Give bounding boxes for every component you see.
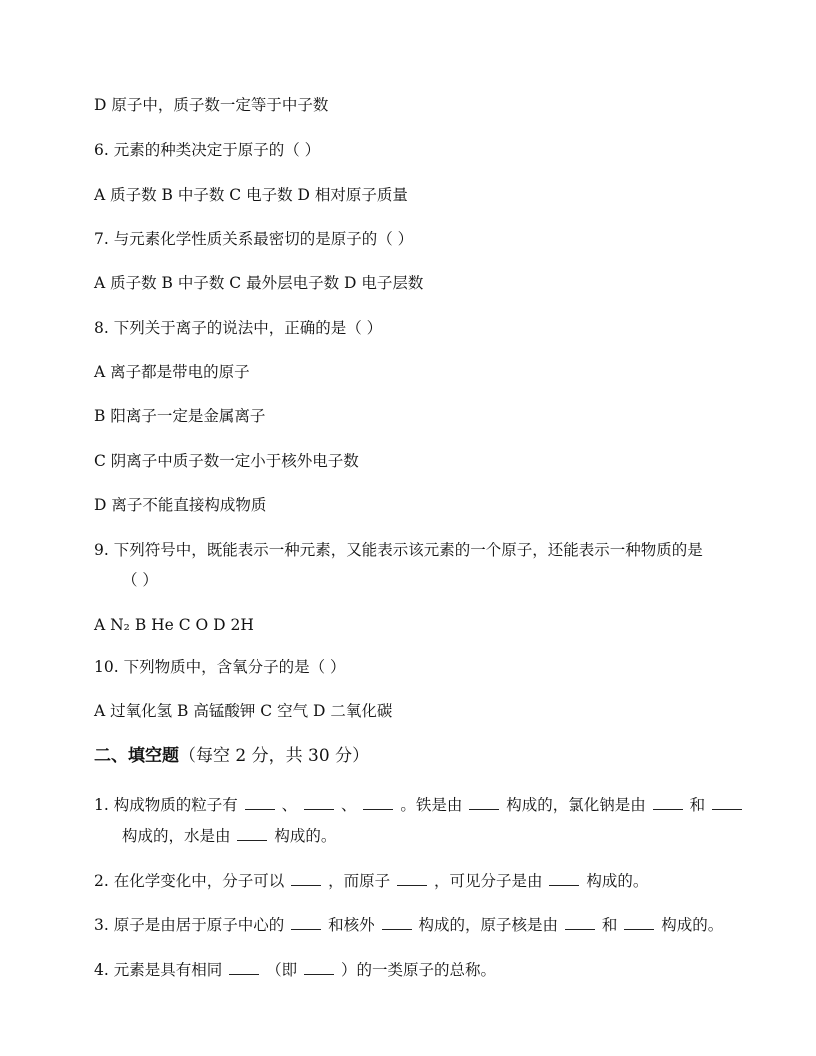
answer-blank[interactable] bbox=[712, 795, 742, 810]
q8-option-c: C 阴离子中质子数一定小于核外电子数 bbox=[94, 452, 359, 470]
answer-blank[interactable] bbox=[624, 915, 654, 930]
fill-1-text: 和 bbox=[689, 796, 706, 814]
q8-option-b: B 阳离子一定是金属离子 bbox=[94, 407, 266, 425]
answer-blank[interactable] bbox=[304, 960, 334, 975]
fill-3-text: 构成的，原子核是由 bbox=[418, 916, 558, 934]
fill-1-text: 1. 构成物质的粒子有 bbox=[94, 796, 238, 814]
q7-options: A 质子数 B 中子数 C 最外层电子数 D 电子层数 bbox=[94, 274, 424, 292]
fill-4-text: （即 bbox=[266, 961, 298, 979]
q10-options: A 过氧化氢 B 高锰酸钾 C 空气 D 二氧化碳 bbox=[94, 702, 393, 720]
q9-stem-line1: 9. 下列符号中，既能表示一种元素，又能表示该元素的一个原子，还能表示一种物质的是 bbox=[94, 541, 703, 559]
answer-blank[interactable] bbox=[565, 915, 595, 930]
answer-blank[interactable] bbox=[291, 871, 321, 886]
answer-blank[interactable] bbox=[304, 795, 334, 810]
fill-2-text: ，而原子 bbox=[328, 872, 391, 890]
fill-3-text: 和 bbox=[601, 916, 618, 934]
q9-options: A N₂ B He C O D 2H bbox=[94, 616, 254, 634]
answer-blank[interactable] bbox=[237, 826, 267, 841]
fill-4-text: ）的一类原子的总称。 bbox=[340, 961, 496, 979]
q10-stem: 10. 下列物质中，含氧分子的是（ ） bbox=[94, 658, 346, 676]
section-note: （每空 2 分，共 30 分） bbox=[179, 746, 370, 766]
fill-1-text: 构成的，氯化钠是由 bbox=[506, 796, 646, 814]
fill-2 bbox=[94, 871, 648, 891]
answer-blank[interactable] bbox=[549, 871, 579, 886]
fill-1-text: 、 bbox=[281, 796, 298, 814]
answer-blank[interactable] bbox=[382, 915, 412, 930]
answer-blank[interactable] bbox=[291, 915, 321, 930]
fill-2-text: 2. 在化学变化中，分子可以 bbox=[94, 872, 285, 890]
fill-3-text: 和核外 bbox=[328, 916, 375, 934]
q7-stem: 7. 与元素化学性质关系最密切的是原子的（ ） bbox=[94, 230, 414, 248]
fill-2-text: 构成的。 bbox=[586, 872, 649, 890]
fill-4-text: 4. 元素是具有相同 bbox=[94, 961, 223, 979]
q6-options: A 质子数 B 中子数 C 电子数 D 相对原子质量 bbox=[94, 186, 408, 204]
fill-1-line2 bbox=[122, 826, 336, 846]
q8-option-d: D 离子不能直接构成物质 bbox=[94, 496, 267, 514]
fill-3-text: 3. 原子是由居于原子中心的 bbox=[94, 916, 285, 934]
section-heading bbox=[94, 746, 369, 766]
fill-3 bbox=[94, 915, 723, 935]
q8-stem: 8. 下列关于离子的说法中，正确的是（ ） bbox=[94, 319, 383, 337]
fill-1-text: 构成的，水是由 bbox=[122, 827, 231, 845]
q6-stem: 6. 元素的种类决定于原子的（ ） bbox=[94, 141, 321, 159]
fill-4 bbox=[94, 960, 496, 980]
q5-option-d: D 原子中，质子数一定等于中子数 bbox=[94, 96, 329, 114]
answer-blank[interactable] bbox=[363, 795, 393, 810]
section-title: 二、填空题 bbox=[94, 746, 179, 766]
answer-blank[interactable] bbox=[245, 795, 275, 810]
q8-option-a: A 离子都是带电的原子 bbox=[94, 363, 250, 381]
answer-blank[interactable] bbox=[397, 871, 427, 886]
fill-3-text: 构成的。 bbox=[661, 916, 724, 934]
answer-blank[interactable] bbox=[469, 795, 499, 810]
fill-1-text: 。铁是由 bbox=[400, 796, 463, 814]
answer-blank[interactable] bbox=[653, 795, 683, 810]
answer-blank[interactable] bbox=[229, 960, 259, 975]
fill-2-text: ，可见分子是由 bbox=[433, 872, 543, 890]
fill-1-line1 bbox=[94, 795, 744, 815]
q9-stem-line2: （ ） bbox=[122, 571, 158, 589]
fill-1-text: 构成的。 bbox=[274, 827, 337, 845]
fill-1-text: 、 bbox=[340, 796, 357, 814]
